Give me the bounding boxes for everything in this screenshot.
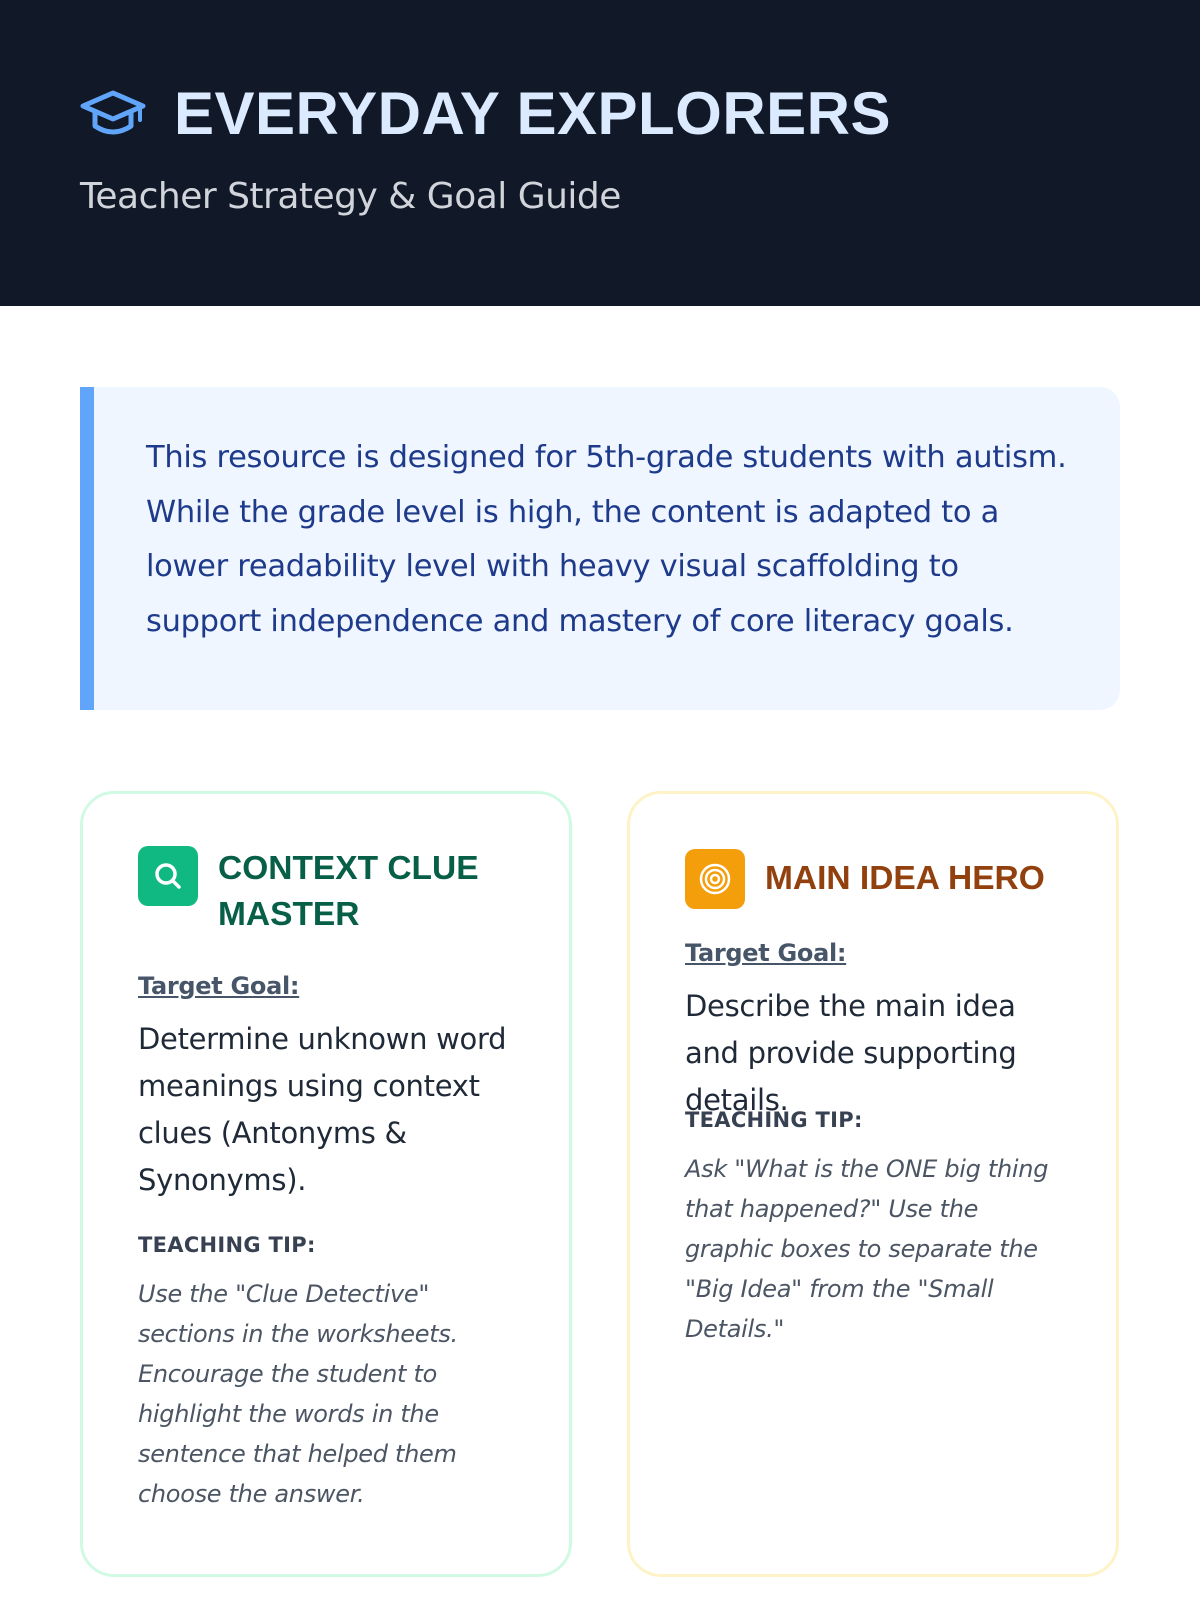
goal-label: Target Goal: — [685, 939, 847, 967]
brand-row — [80, 78, 891, 150]
card-header — [685, 849, 1085, 909]
intro-callout — [80, 387, 1120, 710]
goal-text: Determine unknown word meanings using context clues (Antonyms & Synonyms). — [138, 1022, 507, 1197]
card-title: MAIN IDEA HERO — [765, 860, 1045, 897]
page-header — [0, 0, 1200, 306]
tip-label: TEACHING TIP: — [685, 1108, 863, 1132]
tip-text: Use the "Clue Detective" sections in the worksheets. Encourage the student to highlight the words in the sentence that helped them choose the answer. — [138, 1280, 458, 1508]
graduation-cap-icon — [80, 90, 146, 138]
page-subtitle: Teacher Strategy & Goal Guide — [80, 176, 621, 217]
search-icon — [152, 860, 184, 892]
goal-label: Target Goal: — [138, 972, 300, 1000]
search-icon-badge — [138, 846, 198, 906]
tip-text: Ask "What is the ONE big thing that happened?" Use the graphic boxes to separate the "Big Idea" from the "Small Details." — [685, 1155, 1049, 1343]
intro-text: This resource is designed for 5th-grade students with autism. While the grade level is high, the content is adapted to a lower readability level with heavy visual scaffolding to support independence and mastery of core literacy goals. — [146, 440, 1067, 639]
goal-card-main-idea — [627, 791, 1119, 1577]
tip-label: TEACHING TIP: — [138, 1233, 316, 1257]
goal-card-context-clue — [80, 791, 572, 1577]
card-header — [138, 846, 518, 938]
target-icon-badge — [685, 849, 745, 909]
target-icon — [698, 862, 732, 896]
card-title: CONTEXT CLUE MASTER — [218, 850, 479, 933]
page-title: EVERYDAY EXPLORERS — [174, 80, 892, 147]
goal-text: Describe the main idea and provide supporting details. — [685, 989, 1017, 1117]
